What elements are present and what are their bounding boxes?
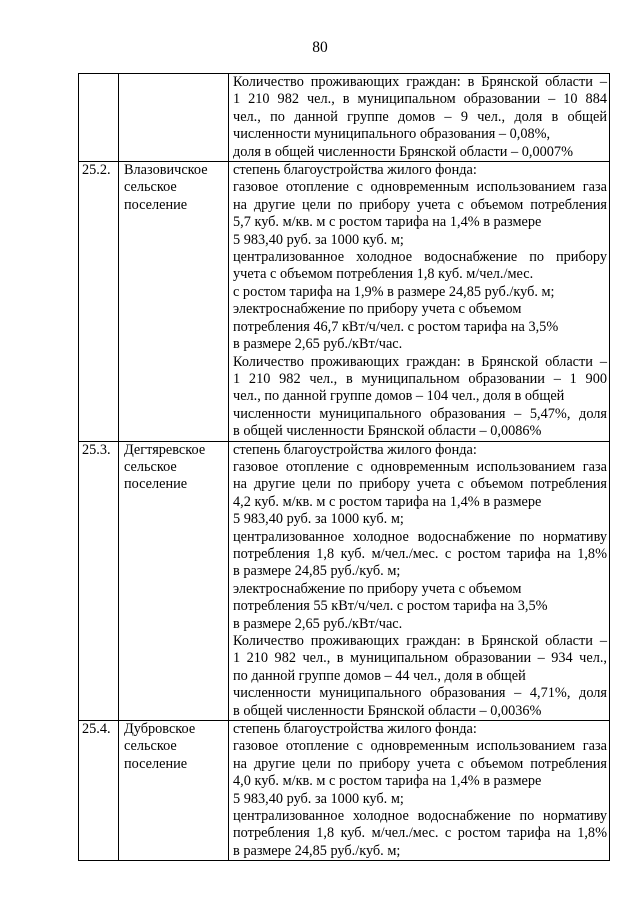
description-line: численности муниципального образования – 5,47%, доля <box>233 405 607 422</box>
description-line: 5 983,40 руб. за 1000 куб. м; <box>233 231 404 248</box>
table-row <box>79 441 610 721</box>
description-line: 1 210 982 чел., в муниципальном образовании – 934 чел., <box>233 650 607 667</box>
description-line: 5 983,40 руб. за 1000 куб. м; <box>233 511 404 528</box>
description-line: степень благоустройства жилого фонда: <box>233 162 477 179</box>
description-line: в размере 24,85 руб./куб. м; <box>233 563 401 580</box>
description-line: Количество проживающих граждан: в Брянской области – <box>233 633 607 649</box>
description-line: 5 983,40 руб. за 1000 куб. м; <box>233 790 404 807</box>
municipality-line: поселение <box>124 476 188 493</box>
description-cell <box>229 74 610 162</box>
description-line: электроснабжение по прибору учета с объемом <box>233 301 522 318</box>
description-line: 1 210 982 чел., в муниципальном образовании – 1 900 <box>233 370 607 387</box>
description-line: численности муниципального образования – 4,71%, доля <box>233 685 607 702</box>
description-line: 4,0 куб. м/кв. м с ростом тарифа на 1,4% в размере <box>233 773 542 790</box>
description-line: газовое отопление с одновременным использованием газа <box>233 179 607 196</box>
description-line: доля в общей численности Брянской области – 0,0007% <box>233 143 573 160</box>
description-line: на другие цели по прибору учета с объемом потребления <box>233 196 607 213</box>
description-line: учета с объемом потребления 1,8 куб. м/чел./мес. <box>233 266 534 283</box>
description-line: централизованное холодное водоснабжение по нормативу <box>233 528 607 545</box>
description-line: степень благоустройства жилого фонда: <box>233 721 477 738</box>
municipality-cell <box>119 74 229 162</box>
description-line: газовое отопление с одновременным использованием газа <box>233 458 607 475</box>
municipality-line: сельское <box>124 738 177 755</box>
municipality-line: Дубровское <box>124 721 196 738</box>
description-line: потребления 1,8 куб. м/чел./мес. с ростом тарифа на 1,8% <box>233 825 607 842</box>
description-line: газовое отопление с одновременным использованием газа <box>233 738 607 755</box>
row-number-cell: 25.3. <box>79 441 119 721</box>
description-line: в размере 2,65 руб./кВт/час. <box>233 615 403 632</box>
description-cell <box>229 162 610 442</box>
description-line: централизованное холодное водоснабжение по прибору <box>233 249 607 266</box>
description-line: чел., по данной группе домов – 104 чел., доля в общей <box>233 388 565 405</box>
description-cell <box>229 721 610 861</box>
municipality-line: поселение <box>124 755 188 772</box>
description-line: 1 210 982 чел., в муниципальном образовании – 10 884 <box>233 91 607 108</box>
description-line: электроснабжение по прибору учета с объемом <box>233 580 522 597</box>
municipality-cell <box>119 441 229 721</box>
description-line: 4,2 куб. м/кв. м с ростом тарифа на 1,4% в размере <box>233 493 542 510</box>
description-line: на другие цели по прибору учета с объемом потребления <box>233 755 607 772</box>
description-line: Количество проживающих граждан: в Брянской области – <box>233 74 607 90</box>
municipality-line: Влазовичское <box>124 162 208 179</box>
table-row <box>79 721 610 861</box>
description-line: 5,7 куб. м/кв. м с ростом тарифа на 1,4% в размере <box>233 214 542 231</box>
description-cell <box>229 441 610 721</box>
description-line: с ростом тарифа на 1,9% в размере 24,85 руб./куб. м; <box>233 283 555 300</box>
row-number-cell: 25.4. <box>79 721 119 861</box>
data-table <box>78 73 610 861</box>
description-line: централизованное холодное водоснабжение по нормативу <box>233 808 607 825</box>
municipality-line: поселение <box>124 196 188 213</box>
table-row <box>79 74 610 162</box>
row-number-cell: 25.2. <box>79 162 119 442</box>
description-line: численности муниципального образования – 0,08%, <box>233 126 551 143</box>
table-row <box>79 162 610 442</box>
description-line: потребления 55 кВт/ч/чел. с ростом тарифа на 3,5% <box>233 598 548 615</box>
description-line: в общей численности Брянской области – 0,0086% <box>233 423 542 440</box>
description-line: степень благоустройства жилого фонда: <box>233 441 477 458</box>
description-line: по данной группе домов – 44 чел., доля в общей <box>233 667 526 684</box>
description-line: в размере 24,85 руб./куб. м; <box>233 842 401 859</box>
description-line: в размере 2,65 руб./кВт/час. <box>233 336 403 353</box>
description-line: потребления 46,7 кВт/ч/чел. с ростом тарифа на 3,5% <box>233 318 559 335</box>
row-number-cell <box>79 74 119 162</box>
description-line: чел., по данной группе домов – 9 чел., доля в общей <box>233 108 607 125</box>
municipality-line: сельское <box>124 179 177 196</box>
municipality-line: сельское <box>124 458 177 475</box>
description-line: потребления 1,8 куб. м/чел./мес. с ростом тарифа на 1,8% <box>233 545 607 562</box>
page-number: 80 <box>312 39 328 56</box>
description-line: в общей численности Брянской области – 0,0036% <box>233 702 542 719</box>
description-line: на другие цели по прибору учета с объемом потребления <box>233 476 607 493</box>
description-line: Количество проживающих граждан: в Брянской области – <box>233 353 607 370</box>
municipality-cell <box>119 721 229 861</box>
municipality-line: Дегтяревское <box>124 441 206 458</box>
municipality-cell <box>119 162 229 442</box>
